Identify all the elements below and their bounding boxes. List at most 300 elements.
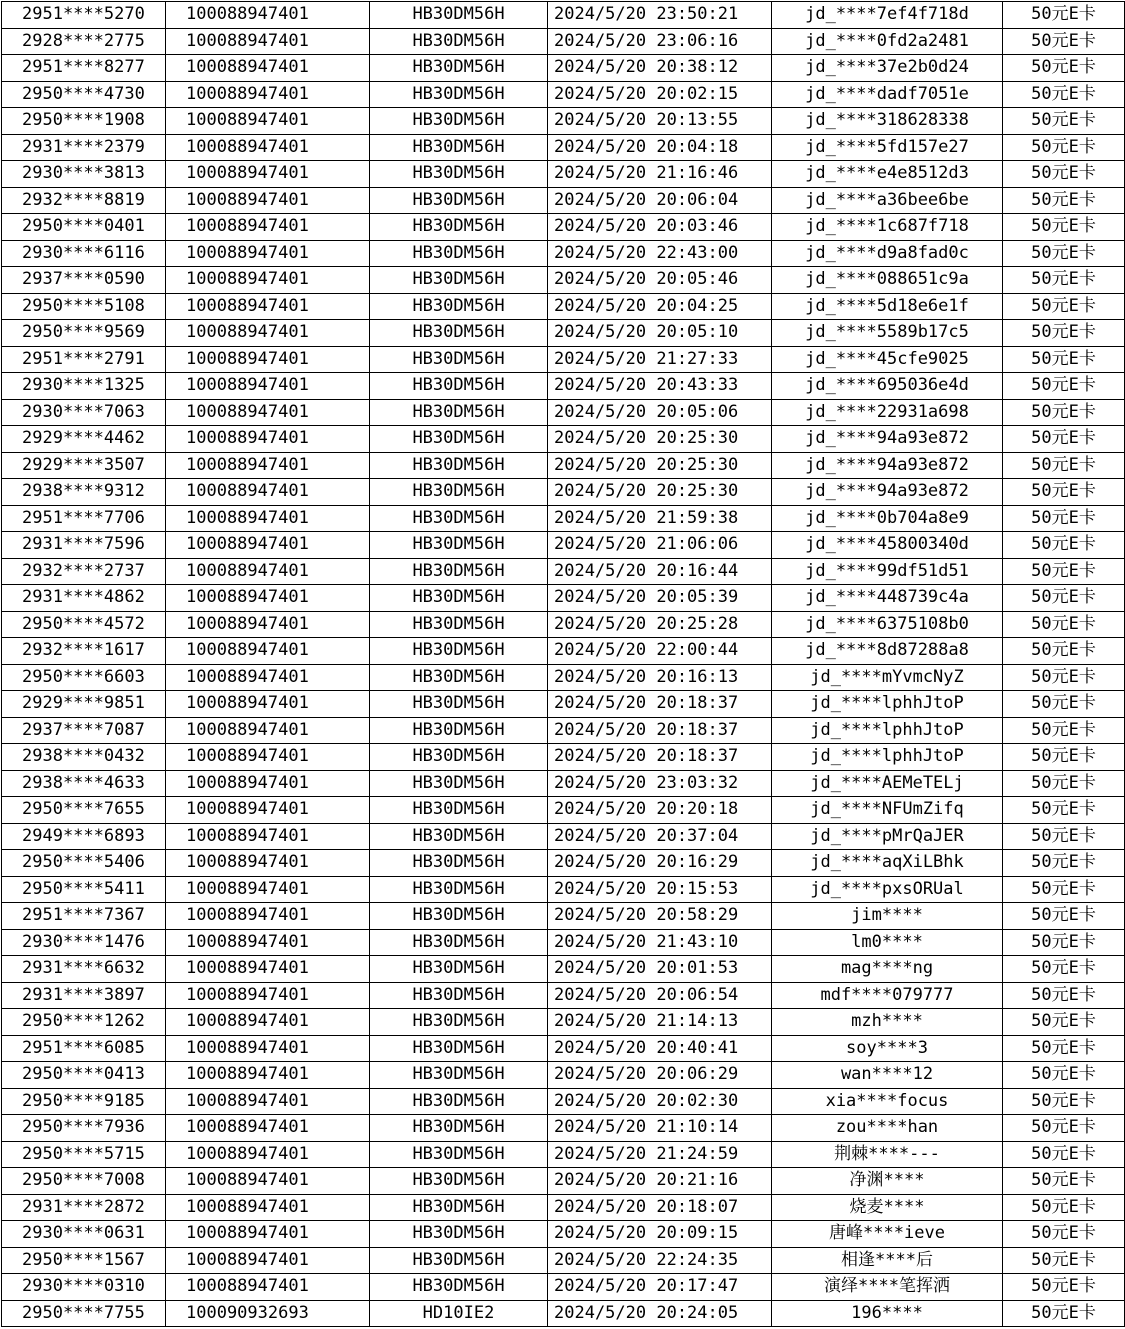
model-cell: HB30DM56H: [370, 1221, 548, 1248]
table-row: [2, 1062, 1125, 1089]
phone-cell: 2950****5108: [2, 293, 166, 320]
model-cell: HB30DM56H: [370, 187, 548, 214]
time-cell: 2024/5/20 20:40:41: [548, 1035, 772, 1062]
phone-cell: 2950****7008: [2, 1168, 166, 1195]
prize-cell: 50元E卡: [1003, 187, 1125, 214]
sku-cell: 100088947401: [166, 982, 370, 1009]
phone-cell: 2930****0310: [2, 1274, 166, 1301]
model-cell: HB30DM56H: [370, 134, 548, 161]
prize-cell: 50元E卡: [1003, 1247, 1125, 1274]
phone-cell: 2950****9185: [2, 1088, 166, 1115]
phone-cell: 2950****7755: [2, 1300, 166, 1327]
sku-cell: 100090932693: [166, 1300, 370, 1327]
sku-cell: 100088947401: [166, 81, 370, 108]
user-cell: jd_****NFUmZifq: [772, 797, 1003, 824]
table-row: [2, 717, 1125, 744]
sku-cell: 100088947401: [166, 134, 370, 161]
user-cell: jd_****1c687f718: [772, 214, 1003, 241]
model-cell: HB30DM56H: [370, 161, 548, 188]
user-cell: mzh****: [772, 1009, 1003, 1036]
user-cell: jd_****0b704a8e9: [772, 505, 1003, 532]
phone-cell: 2938****4633: [2, 770, 166, 797]
phone-cell: 2951****6085: [2, 1035, 166, 1062]
phone-cell: 2950****0401: [2, 214, 166, 241]
prize-cell: 50元E卡: [1003, 797, 1125, 824]
user-cell: jd_****37e2b0d24: [772, 55, 1003, 82]
model-cell: HB30DM56H: [370, 982, 548, 1009]
user-cell: jd_****318628338: [772, 108, 1003, 135]
table-row: [2, 214, 1125, 241]
sku-cell: 100088947401: [166, 214, 370, 241]
sku-cell: 100088947401: [166, 956, 370, 983]
sku-cell: 100088947401: [166, 267, 370, 294]
phone-cell: 2950****5411: [2, 876, 166, 903]
sku-cell: 100088947401: [166, 691, 370, 718]
table-row: [2, 558, 1125, 585]
prize-cell: 50元E卡: [1003, 108, 1125, 135]
user-cell: jd_****22931a698: [772, 399, 1003, 426]
phone-cell: 2931****2379: [2, 134, 166, 161]
table-row: [2, 81, 1125, 108]
time-cell: 2024/5/20 21:59:38: [548, 505, 772, 532]
user-cell: jd_****d9a8fad0c: [772, 240, 1003, 267]
table-row: [2, 108, 1125, 135]
model-cell: HB30DM56H: [370, 770, 548, 797]
time-cell: 2024/5/20 20:38:12: [548, 55, 772, 82]
prize-cell: 50元E卡: [1003, 664, 1125, 691]
phone-cell: 2931****2872: [2, 1194, 166, 1221]
model-cell: HB30DM56H: [370, 903, 548, 930]
sku-cell: 100088947401: [166, 320, 370, 347]
phone-cell: 2937****7087: [2, 717, 166, 744]
prize-cell: 50元E卡: [1003, 1168, 1125, 1195]
time-cell: 2024/5/20 21:10:14: [548, 1115, 772, 1142]
model-cell: HB30DM56H: [370, 1035, 548, 1062]
sku-cell: 100088947401: [166, 876, 370, 903]
sku-cell: 100088947401: [166, 1062, 370, 1089]
time-cell: 2024/5/20 21:14:13: [548, 1009, 772, 1036]
model-cell: HB30DM56H: [370, 1088, 548, 1115]
prize-cell: 50元E卡: [1003, 214, 1125, 241]
time-cell: 2024/5/20 22:43:00: [548, 240, 772, 267]
table-row: [2, 240, 1125, 267]
time-cell: 2024/5/20 20:06:29: [548, 1062, 772, 1089]
sku-cell: 100088947401: [166, 611, 370, 638]
time-cell: 2024/5/20 20:05:39: [548, 585, 772, 612]
time-cell: 2024/5/20 20:25:28: [548, 611, 772, 638]
time-cell: 2024/5/20 20:02:30: [548, 1088, 772, 1115]
table-row: [2, 1168, 1125, 1195]
prize-cell: 50元E卡: [1003, 823, 1125, 850]
time-cell: 2024/5/20 21:43:10: [548, 929, 772, 956]
model-cell: HB30DM56H: [370, 452, 548, 479]
time-cell: 2024/5/20 20:04:25: [548, 293, 772, 320]
phone-cell: 2951****2791: [2, 346, 166, 373]
phone-cell: 2930****1325: [2, 373, 166, 400]
phone-cell: 2951****7706: [2, 505, 166, 532]
user-cell: jd_****45800340d: [772, 532, 1003, 559]
phone-cell: 2950****9569: [2, 320, 166, 347]
phone-cell: 2930****7063: [2, 399, 166, 426]
model-cell: HB30DM56H: [370, 850, 548, 877]
sku-cell: 100088947401: [166, 2, 370, 29]
time-cell: 2024/5/20 20:58:29: [548, 903, 772, 930]
prize-cell: 50元E卡: [1003, 452, 1125, 479]
table-row: [2, 1009, 1125, 1036]
time-cell: 2024/5/20 20:25:30: [548, 479, 772, 506]
sku-cell: 100088947401: [166, 638, 370, 665]
user-cell: 净渊****: [772, 1168, 1003, 1195]
time-cell: 2024/5/20 21:06:06: [548, 532, 772, 559]
sku-cell: 100088947401: [166, 717, 370, 744]
model-cell: HB30DM56H: [370, 1168, 548, 1195]
prize-cell: 50元E卡: [1003, 479, 1125, 506]
table-row: [2, 55, 1125, 82]
time-cell: 2024/5/20 20:16:44: [548, 558, 772, 585]
time-cell: 2024/5/20 22:00:44: [548, 638, 772, 665]
prize-cell: 50元E卡: [1003, 956, 1125, 983]
model-cell: HB30DM56H: [370, 717, 548, 744]
prize-cell: 50元E卡: [1003, 850, 1125, 877]
table-row: [2, 187, 1125, 214]
user-cell: jd_****dadf7051e: [772, 81, 1003, 108]
user-cell: 演绎****笔挥洒: [772, 1274, 1003, 1301]
prize-cell: 50元E卡: [1003, 55, 1125, 82]
winners-table-body: [2, 2, 1125, 1327]
sku-cell: 100088947401: [166, 399, 370, 426]
model-cell: HB30DM56H: [370, 214, 548, 241]
table-row: [2, 1194, 1125, 1221]
sku-cell: 100088947401: [166, 664, 370, 691]
phone-cell: 2950****1262: [2, 1009, 166, 1036]
table-row: [2, 320, 1125, 347]
prize-cell: 50元E卡: [1003, 134, 1125, 161]
prize-cell: 50元E卡: [1003, 585, 1125, 612]
user-cell: jd_****5fd157e27: [772, 134, 1003, 161]
user-cell: jd_****mYvmcNyZ: [772, 664, 1003, 691]
table-row: [2, 1247, 1125, 1274]
model-cell: HB30DM56H: [370, 267, 548, 294]
prize-cell: 50元E卡: [1003, 1194, 1125, 1221]
user-cell: jim****: [772, 903, 1003, 930]
user-cell: jd_****8d87288a8: [772, 638, 1003, 665]
prize-cell: 50元E卡: [1003, 293, 1125, 320]
sku-cell: 100088947401: [166, 1247, 370, 1274]
prize-cell: 50元E卡: [1003, 638, 1125, 665]
prize-cell: 50元E卡: [1003, 929, 1125, 956]
prize-cell: 50元E卡: [1003, 1062, 1125, 1089]
time-cell: 2024/5/20 20:24:05: [548, 1300, 772, 1327]
prize-cell: 50元E卡: [1003, 267, 1125, 294]
sku-cell: 100088947401: [166, 161, 370, 188]
sku-cell: 100088947401: [166, 187, 370, 214]
prize-cell: 50元E卡: [1003, 399, 1125, 426]
phone-cell: 2931****3897: [2, 982, 166, 1009]
sku-cell: 100088947401: [166, 823, 370, 850]
model-cell: HB30DM56H: [370, 744, 548, 771]
table-row: [2, 267, 1125, 294]
model-cell: HB30DM56H: [370, 823, 548, 850]
prize-cell: 50元E卡: [1003, 2, 1125, 29]
model-cell: HB30DM56H: [370, 320, 548, 347]
user-cell: jd_****AEMeTELj: [772, 770, 1003, 797]
table-row: [2, 638, 1125, 665]
phone-cell: 2929****3507: [2, 452, 166, 479]
user-cell: jd_****0fd2a2481: [772, 28, 1003, 55]
time-cell: 2024/5/20 20:43:33: [548, 373, 772, 400]
user-cell: 唐峰****ieve: [772, 1221, 1003, 1248]
time-cell: 2024/5/20 21:27:33: [548, 346, 772, 373]
phone-cell: 2938****0432: [2, 744, 166, 771]
table-row: [2, 1274, 1125, 1301]
model-cell: HB30DM56H: [370, 2, 548, 29]
phone-cell: 2928****2775: [2, 28, 166, 55]
prize-cell: 50元E卡: [1003, 903, 1125, 930]
user-cell: jd_****7ef4f718d: [772, 2, 1003, 29]
user-cell: 荆棘****---: [772, 1141, 1003, 1168]
prize-cell: 50元E卡: [1003, 717, 1125, 744]
table-row: [2, 823, 1125, 850]
time-cell: 2024/5/20 23:06:16: [548, 28, 772, 55]
phone-cell: 2950****7936: [2, 1115, 166, 1142]
model-cell: HB30DM56H: [370, 293, 548, 320]
model-cell: HB30DM56H: [370, 1247, 548, 1274]
user-cell: zou****han: [772, 1115, 1003, 1142]
time-cell: 2024/5/20 20:13:55: [548, 108, 772, 135]
model-cell: HB30DM56H: [370, 876, 548, 903]
model-cell: HB30DM56H: [370, 691, 548, 718]
sku-cell: 100088947401: [166, 585, 370, 612]
model-cell: HB30DM56H: [370, 611, 548, 638]
table-row: [2, 850, 1125, 877]
table-row: [2, 134, 1125, 161]
table-row: [2, 956, 1125, 983]
sku-cell: 100088947401: [166, 903, 370, 930]
table-row: [2, 903, 1125, 930]
model-cell: HB30DM56H: [370, 373, 548, 400]
time-cell: 2024/5/20 20:03:46: [548, 214, 772, 241]
user-cell: 相逢****后: [772, 1247, 1003, 1274]
prize-cell: 50元E卡: [1003, 161, 1125, 188]
sku-cell: 100088947401: [166, 929, 370, 956]
model-cell: HB30DM56H: [370, 399, 548, 426]
table-row: [2, 1300, 1125, 1327]
sku-cell: 100088947401: [166, 1221, 370, 1248]
user-cell: wan****12: [772, 1062, 1003, 1089]
model-cell: HB30DM56H: [370, 1194, 548, 1221]
sku-cell: 100088947401: [166, 1168, 370, 1195]
time-cell: 2024/5/20 20:21:16: [548, 1168, 772, 1195]
prize-cell: 50元E卡: [1003, 1009, 1125, 1036]
model-cell: HB30DM56H: [370, 664, 548, 691]
model-cell: HB30DM56H: [370, 505, 548, 532]
phone-cell: 2930****3813: [2, 161, 166, 188]
phone-cell: 2937****0590: [2, 267, 166, 294]
model-cell: HB30DM56H: [370, 558, 548, 585]
time-cell: 2024/5/20 20:25:30: [548, 426, 772, 453]
sku-cell: 100088947401: [166, 797, 370, 824]
table-row: [2, 293, 1125, 320]
model-cell: HB30DM56H: [370, 929, 548, 956]
prize-cell: 50元E卡: [1003, 1221, 1125, 1248]
sku-cell: 100088947401: [166, 452, 370, 479]
time-cell: 2024/5/20 20:37:04: [548, 823, 772, 850]
model-cell: HB30DM56H: [370, 81, 548, 108]
sku-cell: 100088947401: [166, 108, 370, 135]
prize-cell: 50元E卡: [1003, 505, 1125, 532]
phone-cell: 2951****8277: [2, 55, 166, 82]
table-row: [2, 691, 1125, 718]
time-cell: 2024/5/20 20:02:15: [548, 81, 772, 108]
prize-cell: 50元E卡: [1003, 691, 1125, 718]
phone-cell: 2950****1908: [2, 108, 166, 135]
table-row: [2, 1221, 1125, 1248]
prize-cell: 50元E卡: [1003, 1300, 1125, 1327]
table-row: [2, 505, 1125, 532]
sku-cell: 100088947401: [166, 479, 370, 506]
prize-cell: 50元E卡: [1003, 770, 1125, 797]
time-cell: 2024/5/20 20:18:37: [548, 717, 772, 744]
phone-cell: 2932****2737: [2, 558, 166, 585]
model-cell: HB30DM56H: [370, 55, 548, 82]
sku-cell: 100088947401: [166, 850, 370, 877]
phone-cell: 2938****9312: [2, 479, 166, 506]
table-row: [2, 2, 1125, 29]
phone-cell: 2950****4730: [2, 81, 166, 108]
sku-cell: 100088947401: [166, 1141, 370, 1168]
table-row: [2, 1035, 1125, 1062]
model-cell: HB30DM56H: [370, 1274, 548, 1301]
time-cell: 2024/5/20 20:16:13: [548, 664, 772, 691]
prize-cell: 50元E卡: [1003, 1141, 1125, 1168]
model-cell: HB30DM56H: [370, 426, 548, 453]
user-cell: jd_****45cfe9025: [772, 346, 1003, 373]
user-cell: jd_****pMrQaJER: [772, 823, 1003, 850]
model-cell: HD10IE2: [370, 1300, 548, 1327]
model-cell: HB30DM56H: [370, 28, 548, 55]
prize-cell: 50元E卡: [1003, 320, 1125, 347]
model-cell: HB30DM56H: [370, 956, 548, 983]
phone-cell: 2930****0631: [2, 1221, 166, 1248]
time-cell: 2024/5/20 20:01:53: [548, 956, 772, 983]
time-cell: 2024/5/20 20:05:10: [548, 320, 772, 347]
time-cell: 2024/5/20 23:03:32: [548, 770, 772, 797]
phone-cell: 2950****6603: [2, 664, 166, 691]
prize-cell: 50元E卡: [1003, 373, 1125, 400]
prize-cell: 50元E卡: [1003, 1035, 1125, 1062]
user-cell: jd_****088651c9a: [772, 267, 1003, 294]
phone-cell: 2951****5270: [2, 2, 166, 29]
prize-cell: 50元E卡: [1003, 532, 1125, 559]
time-cell: 2024/5/20 23:50:21: [548, 2, 772, 29]
user-cell: mag****ng: [772, 956, 1003, 983]
time-cell: 2024/5/20 20:16:29: [548, 850, 772, 877]
model-cell: HB30DM56H: [370, 797, 548, 824]
model-cell: HB30DM56H: [370, 1009, 548, 1036]
user-cell: jd_****lphhJtoP: [772, 744, 1003, 771]
model-cell: HB30DM56H: [370, 108, 548, 135]
user-cell: jd_****99df51d51: [772, 558, 1003, 585]
sku-cell: 100088947401: [166, 293, 370, 320]
sku-cell: 100088947401: [166, 346, 370, 373]
user-cell: jd_****lphhJtoP: [772, 691, 1003, 718]
prize-cell: 50元E卡: [1003, 240, 1125, 267]
model-cell: HB30DM56H: [370, 346, 548, 373]
prize-cell: 50元E卡: [1003, 28, 1125, 55]
table-row: [2, 744, 1125, 771]
user-cell: jd_****94a93e872: [772, 452, 1003, 479]
model-cell: HB30DM56H: [370, 638, 548, 665]
prize-cell: 50元E卡: [1003, 558, 1125, 585]
user-cell: 196****: [772, 1300, 1003, 1327]
sku-cell: 100088947401: [166, 55, 370, 82]
table-row: [2, 611, 1125, 638]
prize-cell: 50元E卡: [1003, 346, 1125, 373]
model-cell: HB30DM56H: [370, 585, 548, 612]
time-cell: 2024/5/20 20:20:18: [548, 797, 772, 824]
prize-cell: 50元E卡: [1003, 876, 1125, 903]
table-row: [2, 479, 1125, 506]
time-cell: 2024/5/20 20:15:53: [548, 876, 772, 903]
time-cell: 2024/5/20 20:06:04: [548, 187, 772, 214]
table-row: [2, 982, 1125, 1009]
time-cell: 2024/5/20 20:25:30: [548, 452, 772, 479]
user-cell: jd_****695036e4d: [772, 373, 1003, 400]
sku-cell: 100088947401: [166, 426, 370, 453]
user-cell: xia****focus: [772, 1088, 1003, 1115]
phone-cell: 2929****9851: [2, 691, 166, 718]
phone-cell: 2931****6632: [2, 956, 166, 983]
table-row: [2, 532, 1125, 559]
table-row: [2, 797, 1125, 824]
user-cell: mdf****079777: [772, 982, 1003, 1009]
table-row: [2, 1115, 1125, 1142]
model-cell: HB30DM56H: [370, 532, 548, 559]
winners-table: [1, 1, 1125, 1327]
time-cell: 2024/5/20 20:04:18: [548, 134, 772, 161]
phone-cell: 2930****1476: [2, 929, 166, 956]
phone-cell: 2932****8819: [2, 187, 166, 214]
sku-cell: 100088947401: [166, 770, 370, 797]
user-cell: soy****3: [772, 1035, 1003, 1062]
model-cell: HB30DM56H: [370, 479, 548, 506]
time-cell: 2024/5/20 20:17:47: [548, 1274, 772, 1301]
time-cell: 2024/5/20 21:24:59: [548, 1141, 772, 1168]
table-row: [2, 585, 1125, 612]
prize-cell: 50元E卡: [1003, 744, 1125, 771]
model-cell: HB30DM56H: [370, 1062, 548, 1089]
phone-cell: 2932****1617: [2, 638, 166, 665]
sku-cell: 100088947401: [166, 373, 370, 400]
time-cell: 2024/5/20 20:05:46: [548, 267, 772, 294]
user-cell: jd_****6375108b0: [772, 611, 1003, 638]
phone-cell: 2950****5715: [2, 1141, 166, 1168]
sku-cell: 100088947401: [166, 1194, 370, 1221]
prize-cell: 50元E卡: [1003, 81, 1125, 108]
phone-cell: 2950****7655: [2, 797, 166, 824]
phone-cell: 2950****0413: [2, 1062, 166, 1089]
user-cell: 烧麦****: [772, 1194, 1003, 1221]
time-cell: 2024/5/20 20:06:54: [548, 982, 772, 1009]
sku-cell: 100088947401: [166, 240, 370, 267]
prize-cell: 50元E卡: [1003, 982, 1125, 1009]
user-cell: jd_****pxsORUal: [772, 876, 1003, 903]
time-cell: 2024/5/20 21:16:46: [548, 161, 772, 188]
table-row: [2, 770, 1125, 797]
table-row: [2, 28, 1125, 55]
table-row: [2, 876, 1125, 903]
sku-cell: 100088947401: [166, 532, 370, 559]
